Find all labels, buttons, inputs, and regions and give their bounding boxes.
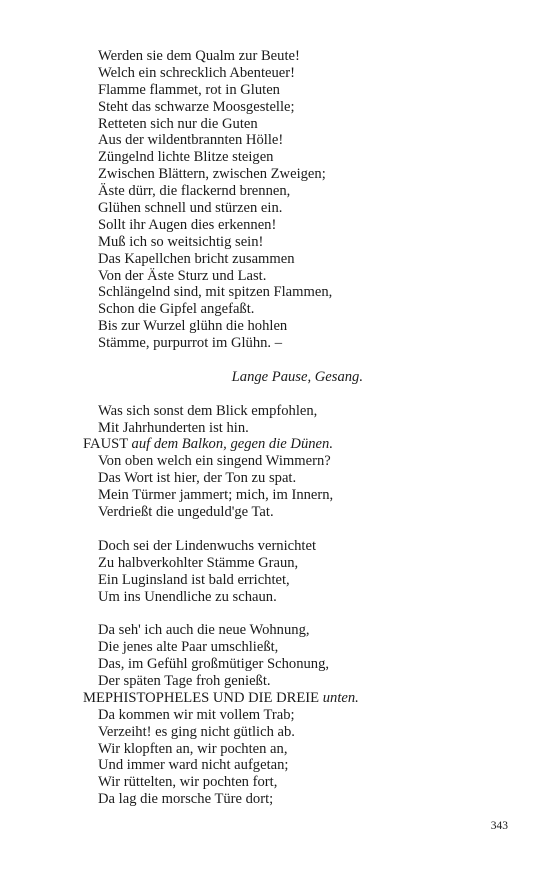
verse-line: Schon die Gipfel angefaßt. [98,301,255,318]
verse-line: Retteten sich nur die Guten [98,115,258,132]
verse-line: Steht das schwarze Moosgestelle; [98,98,295,115]
verse-line: Muß ich so weitsichtig sein! [98,233,264,250]
stanza-3 [83,453,503,521]
stanza-gap [83,352,503,369]
stanza-gap [83,521,503,538]
verse-line: Stämme, purpurrot im Glühn. – [98,335,283,352]
speaker-name: FAUST [83,436,128,453]
verse-line: Züngelnd lichte Blitze steigen [98,149,274,166]
verse-line: Da lag die morsche Türe dort; [98,791,274,808]
verse-line: Äste dürr, die flackernd brennen, [98,183,291,200]
verse-line: Verzeiht! es ging nicht gütlich ab. [98,723,295,740]
verse-line: Mein Türmer jammert; mich, im Innern, [98,487,334,504]
verse-line: Wir klopften an, wir pochten an, [98,740,288,757]
verse-line: Was sich sonst dem Blick empfohlen, [98,402,318,419]
verse-line: Der späten Tage froh genießt. [98,672,271,689]
verse-line: Wir rüttelten, wir pochten fort, [98,774,278,791]
verse-line: Welch ein schrecklich Abenteuer! [98,64,295,81]
speaker-direction: unten. [322,689,359,706]
speaker-line-faust [83,436,503,453]
verse-text [83,48,503,808]
verse-line: Glühen schnell und stürzen ein. [98,200,283,217]
verse-line: Verdrießt die ungeduld'ge Tat. [98,504,274,521]
verse-line: Flamme flammet, rot in Gluten [98,81,280,98]
verse-line: Zu halbverkohlter Stämme Graun, [98,554,299,571]
verse-line: Werden sie dem Qualm zur Beute! [98,48,300,64]
verse-line: Sollt ihr Augen dies erkennen! [98,216,277,233]
verse-line: Um ins Unendliche zu schaun. [98,588,277,605]
verse-line: Die jenes alte Paar umschließt, [98,639,279,656]
verse-line: Das Wort ist hier, der Ton zu spat. [98,470,297,487]
verse-line: Und immer ward nicht aufgetan; [98,757,289,774]
verse-line: Schlängelnd sind, mit spitzen Flammen, [98,284,333,301]
stanza-gap [83,605,503,622]
page-number: 343 [490,820,508,832]
stanza-5 [83,622,503,690]
verse-line: Von der Äste Sturz und Last. [98,267,267,284]
stanza-2 [83,403,503,437]
verse-line: Da kommen wir mit vollem Trab; [98,706,295,723]
stanza-gap [83,386,503,403]
verse-line: Doch sei der Lindenwuchs vernichtet [98,537,317,554]
verse-line: Das Kapellchen bricht zusammen [98,250,295,267]
stanza-1 [83,48,503,352]
verse-line: Mit Jahrhunderten ist hin. [98,419,249,436]
verse-line: Aus der wildentbrannten Hölle! [98,132,284,149]
stage-direction: Lange Pause, Gesang. [231,368,363,385]
speaker-name: MEPHISTOPHELES UND DIE DREIE [83,689,320,706]
verse-line: Das, im Gefühl großmütiger Schonung, [98,656,330,673]
verse-line: Von oben welch ein singend Wimmern? [98,453,331,470]
verse-line: Bis zur Wurzel glühn die hohlen [98,318,288,335]
verse-line: Da seh' ich auch die neue Wohnung, [98,622,310,639]
verse-line: Ein Luginsland ist bald errichtet, [98,571,290,588]
stanza-4 [83,538,503,606]
speaker-line-mephistopheles [83,690,503,707]
stanza-6 [83,707,503,808]
verse-line: Zwischen Blättern, zwischen Zweigen; [98,166,326,183]
speaker-direction: auf dem Balkon, gegen die Dünen. [131,436,333,453]
